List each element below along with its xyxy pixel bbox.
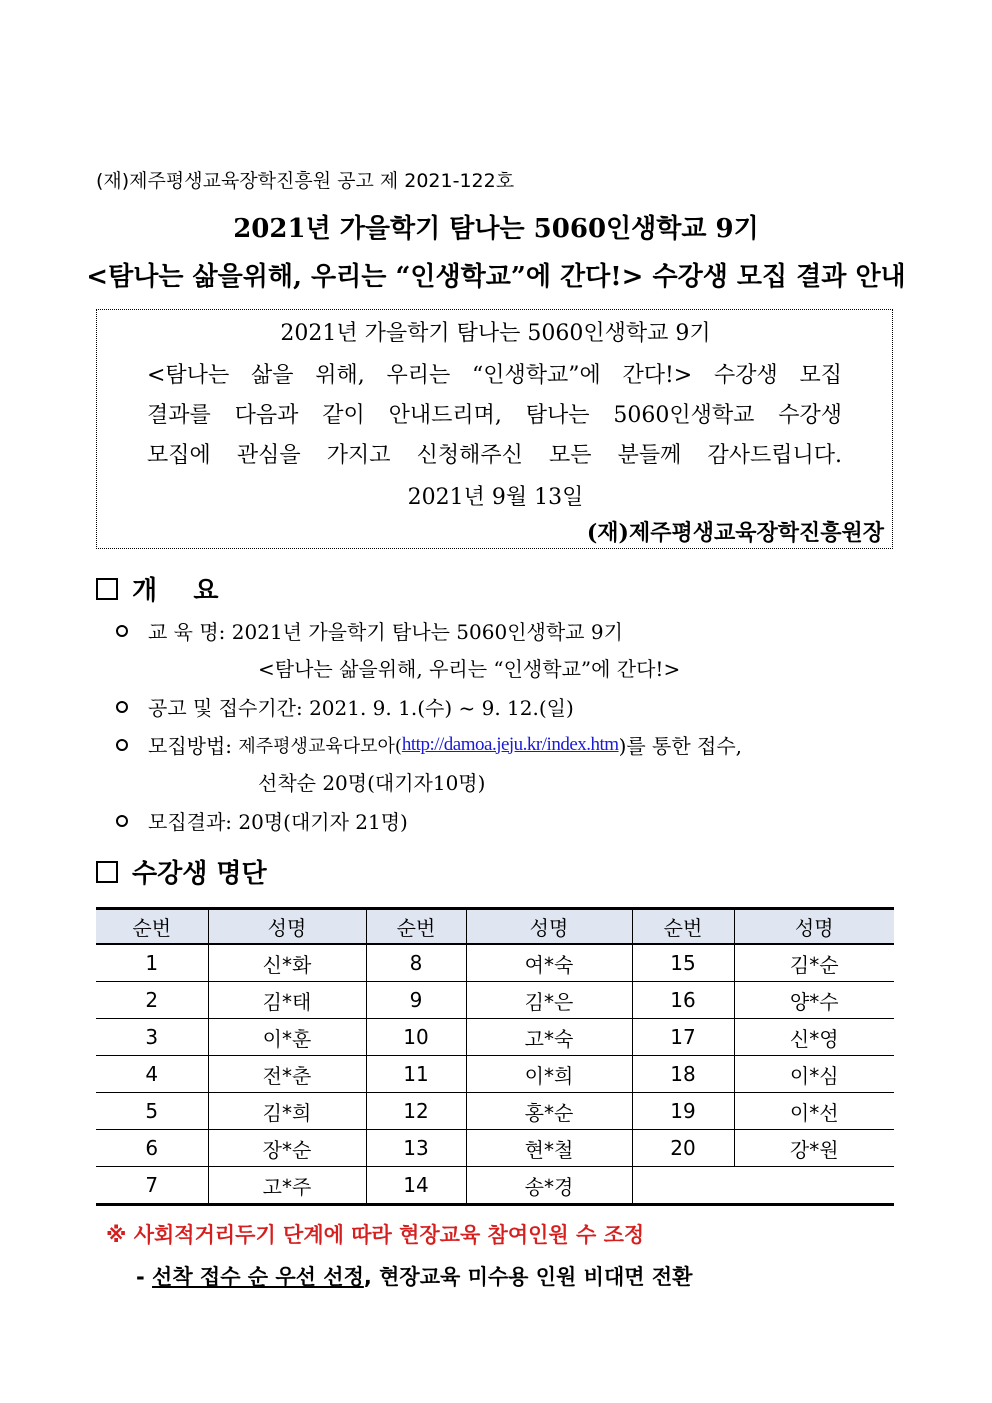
table-row — [96, 1093, 894, 1130]
col-header-name: 성명 — [466, 909, 632, 945]
table-cell: 여*숙 — [466, 944, 632, 982]
overview-method — [116, 730, 742, 759]
table-cell: 18 — [632, 1056, 734, 1093]
col-header-no: 순번 — [366, 909, 466, 945]
table-cell: 15 — [632, 944, 734, 982]
notice-number: (재)제주평생교육장학진흥원 공고 제 2021-122호 — [96, 170, 515, 192]
table-row — [96, 1056, 894, 1093]
damoa-link[interactable]: http://damoa.jeju.kr/index.htm — [401, 733, 619, 755]
roster-heading-text: 수강생 명단 — [132, 859, 267, 889]
table-cell: 전*춘 — [208, 1056, 366, 1093]
table-cell: 송*경 — [466, 1167, 632, 1205]
period-label: 공고 및 접수기간: — [148, 696, 310, 720]
table-row — [96, 982, 894, 1019]
program-label: 교 육 명: — [148, 620, 232, 644]
table-cell: 이*희 — [466, 1056, 632, 1093]
table-cell: 장*순 — [208, 1130, 366, 1167]
summary-date: 2021년 9월 13일 — [407, 485, 584, 510]
table-cell-empty — [632, 1167, 894, 1205]
distancing-warning: ※ 사회적거리두기 단계에 따라 현장교육 참여인원 수 조정 — [106, 1223, 645, 1247]
roster-table — [96, 907, 894, 1206]
table-cell: 6 — [96, 1130, 208, 1167]
table-cell: 김*희 — [208, 1093, 366, 1130]
table-cell: 14 — [366, 1167, 466, 1205]
table-cell: 이*선 — [734, 1093, 894, 1130]
table-row — [96, 1167, 894, 1205]
table-cell: 2 — [96, 982, 208, 1019]
table-cell: 16 — [632, 982, 734, 1019]
table-cell: 19 — [632, 1093, 734, 1130]
summary-line-2: 결과를 다음과 같이 안내드리며, 탐나는 5060인생학교 수강생 — [147, 403, 842, 428]
method-value-a: 제주평생교육다모아( — [238, 735, 402, 757]
col-header-name: 성명 — [208, 909, 366, 945]
summary-signature: (재)제주평생교육장학진흥원장 — [586, 520, 884, 546]
table-row — [96, 1019, 894, 1056]
selection-note-underlined: 선착 접수 순 우선 선정 — [152, 1265, 364, 1289]
table-cell: 1 — [96, 944, 208, 982]
overview-heading — [96, 570, 218, 607]
table-cell: 고*숙 — [466, 1019, 632, 1056]
summary-title: 2021년 가을학기 탐나는 5060인생학교 9기 — [280, 321, 711, 346]
document-subtitle: <탐나는 삶을위해, 우리는 “인생학교”에 간다!> 수강생 모집 결과 안내 — [86, 262, 906, 292]
overview-result — [116, 806, 408, 835]
document-title: 2021년 가을학기 탐나는 5060인생학교 9기 — [233, 214, 759, 244]
table-cell: 3 — [96, 1019, 208, 1056]
method-value-b: )를 통한 접수, — [618, 734, 743, 758]
table-cell: 11 — [366, 1056, 466, 1093]
table-cell: 김*은 — [466, 982, 632, 1019]
table-cell: 현*철 — [466, 1130, 632, 1167]
result-label: 모집결과: — [148, 810, 239, 834]
circle-bullet-icon — [116, 815, 128, 827]
period-value: 2021. 9. 1.(수) ~ 9. 12.(일) — [309, 696, 574, 720]
col-header-no: 순번 — [96, 909, 208, 945]
selection-note — [136, 1261, 692, 1291]
col-header-name: 성명 — [734, 909, 894, 945]
table-cell: 7 — [96, 1167, 208, 1205]
summary-box — [96, 309, 893, 549]
table-cell: 4 — [96, 1056, 208, 1093]
program-value: 2021년 가을학기 탐나는 5060인생학교 9기 — [231, 620, 623, 644]
table-row — [96, 1130, 894, 1167]
circle-bullet-icon — [116, 625, 128, 637]
table-cell: 9 — [366, 982, 466, 1019]
overview-heading-text: 개 요 — [132, 576, 219, 606]
table-row — [96, 944, 894, 982]
method-value-continued: 선착순 20명(대기자10명) — [258, 771, 486, 795]
table-cell: 홍*순 — [466, 1093, 632, 1130]
program-value-continued: <탐나는 삶을위해, 우리는 “인생학교”에 간다!> — [258, 657, 681, 681]
table-cell: 고*주 — [208, 1167, 366, 1205]
table-cell: 양*수 — [734, 982, 894, 1019]
table-cell: 이*심 — [734, 1056, 894, 1093]
table-cell: 김*순 — [734, 944, 894, 982]
table-cell: 이*훈 — [208, 1019, 366, 1056]
table-cell: 12 — [366, 1093, 466, 1130]
table-cell: 강*원 — [734, 1130, 894, 1167]
method-label: 모집방법: — [148, 734, 239, 758]
selection-note-rest: , 현장교육 미수용 인원 비대면 전환 — [363, 1265, 693, 1289]
summary-line-3: 모집에 관심을 가지고 신청해주신 모든 분들께 감사드립니다. — [147, 443, 842, 468]
roster-heading — [96, 853, 267, 890]
table-cell: 8 — [366, 944, 466, 982]
table-cell: 13 — [366, 1130, 466, 1167]
summary-line-1: <탐나는 삶을 위해, 우리는 “인생학교”에 간다!> 수강생 모집 — [147, 363, 842, 388]
checkbox-square-icon — [96, 861, 118, 883]
circle-bullet-icon — [116, 701, 128, 713]
table-cell: 김*태 — [208, 982, 366, 1019]
table-cell: 17 — [632, 1019, 734, 1056]
overview-program — [116, 616, 623, 645]
table-cell: 신*화 — [208, 944, 366, 982]
overview-period — [116, 692, 574, 721]
selection-note-dash: - — [136, 1265, 153, 1289]
table-cell: 5 — [96, 1093, 208, 1130]
table-cell: 신*영 — [734, 1019, 894, 1056]
table-cell: 20 — [632, 1130, 734, 1167]
result-value: 20명(대기자 21명) — [238, 810, 408, 834]
roster-header-row — [96, 909, 894, 945]
col-header-no: 순번 — [632, 909, 734, 945]
checkbox-square-icon — [96, 578, 118, 600]
circle-bullet-icon — [116, 739, 128, 751]
table-cell: 10 — [366, 1019, 466, 1056]
